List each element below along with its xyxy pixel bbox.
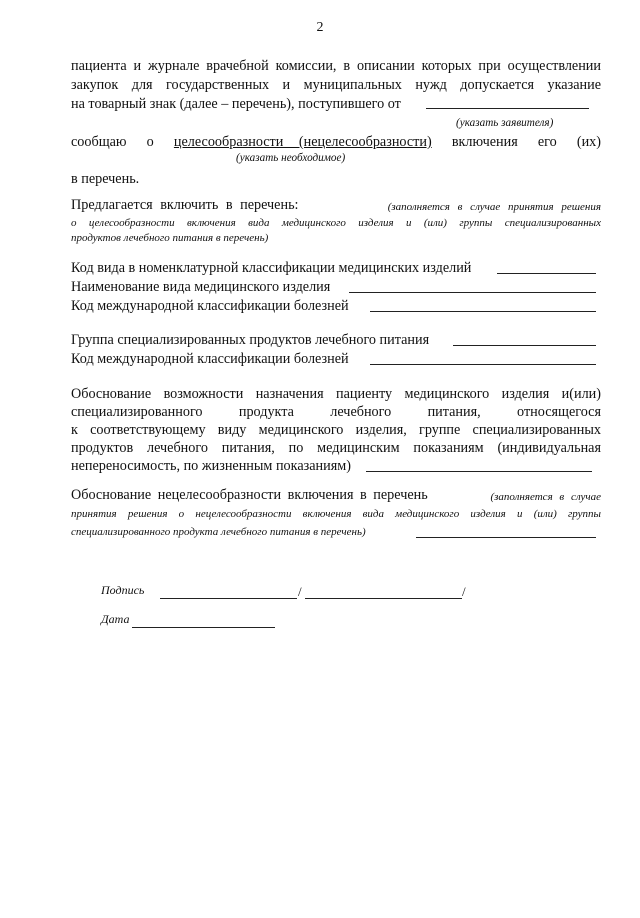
justification-word-1: специализированного [71, 404, 203, 420]
justification-word-2: продукта [238, 404, 294, 420]
report-word-2: о [146, 134, 154, 150]
justification-line4: продуктов лечебного питания, по медицинским показаниям (индивидуальная [71, 440, 601, 456]
device-name-label: Наименование вида медицинского изделия [71, 279, 331, 295]
hint-applicant: (указать заявителя) [456, 117, 554, 129]
proposal-note3: продуктов лечебного питания в перечень) [71, 232, 269, 244]
signature-name-field[interactable] [305, 598, 462, 599]
device-name-field[interactable] [349, 292, 596, 293]
justification-line1: Обоснование возможности назначения пациенту медицинского изделия и(или) [71, 386, 601, 402]
device-icd-row [71, 297, 601, 315]
signature-slash-1: / [298, 584, 302, 599]
report-choice: целесообразности (нецелесообразности) [173, 134, 432, 150]
device-code-label: Код вида в номенклатурной классификации медицинских изделий [71, 260, 472, 276]
para1-line3-text: на товарный знак (далее – перечень), поступившего от [71, 96, 401, 112]
justification-word-4: питания, [427, 404, 481, 420]
nutrition-group-label: Группа специализированных продуктов лечебного питания [71, 332, 430, 348]
justification-word-3: лечебного [330, 404, 392, 420]
date-label: Дата [101, 612, 130, 626]
proposal-note1: (заполняется в случае принятия решения [387, 201, 601, 213]
signature-slash-2: / [462, 584, 466, 599]
device-code-row [71, 259, 601, 277]
device-name-row [71, 278, 601, 296]
para1-line3 [71, 95, 601, 113]
signature-label: Подпись [101, 583, 145, 597]
nutrition-icd-label: Код международной классификации болезней [71, 351, 349, 367]
report-word-5: (их) [576, 134, 601, 150]
report-word-1: сообщаю [71, 134, 127, 150]
inexpediency-note1: (заполняется в случае [490, 491, 601, 503]
inexpediency-note2: принятия решения о нецелесообразности включения вида медицинского изделия и (или) группы [71, 508, 601, 520]
signature-field[interactable] [160, 598, 297, 599]
justification-word-5: относящегося [517, 404, 601, 420]
nutrition-icd-field[interactable] [370, 364, 596, 365]
inexpediency-note3: специализированного продукта лечебного питания в перечень) [71, 526, 366, 538]
report-word-3: включения [451, 134, 518, 150]
proposal-note2: о целесообразности включения вида медицинского изделия и (или) группы специализированных [71, 217, 601, 229]
device-code-field[interactable] [497, 273, 596, 274]
justification-line3: к соответствующему виду медицинского изделия, группе специализированных [71, 422, 601, 438]
justification-line2 [71, 403, 601, 421]
para1-line2: закупок для государственных и муниципальных нужд допускается указание [71, 77, 601, 93]
nutrition-group-row [71, 331, 601, 349]
inexpediency-line1 [71, 486, 601, 506]
inexpediency-field[interactable] [416, 537, 596, 538]
nutrition-group-field[interactable] [453, 345, 596, 346]
proposal-line1 [71, 196, 601, 216]
applicant-field[interactable] [426, 108, 589, 109]
report-line [71, 133, 601, 151]
inexpediency-lead: Обоснование нецелесообразности включения в перечень [71, 487, 428, 503]
device-icd-field[interactable] [370, 311, 596, 312]
proposal-lead: Предлагается включить в перечень: [71, 197, 299, 213]
date-field[interactable] [132, 627, 275, 628]
justification-line5-row [71, 457, 601, 475]
report-line2: в перечень. [71, 171, 140, 187]
device-icd-label: Код международной классификации болезней [71, 298, 349, 314]
report-word-4: его [537, 134, 557, 150]
para1-line1: пациента и журнале врачебной комиссии, в описании которых при осуществлении [71, 58, 601, 74]
hint-choice: (указать необходимое) [236, 152, 346, 164]
justification-line5: непереносимость, по жизненным показаниям) [71, 458, 351, 474]
nutrition-icd-row [71, 350, 601, 368]
page-number: 2 [316, 20, 324, 35]
justification-field[interactable] [366, 471, 592, 472]
